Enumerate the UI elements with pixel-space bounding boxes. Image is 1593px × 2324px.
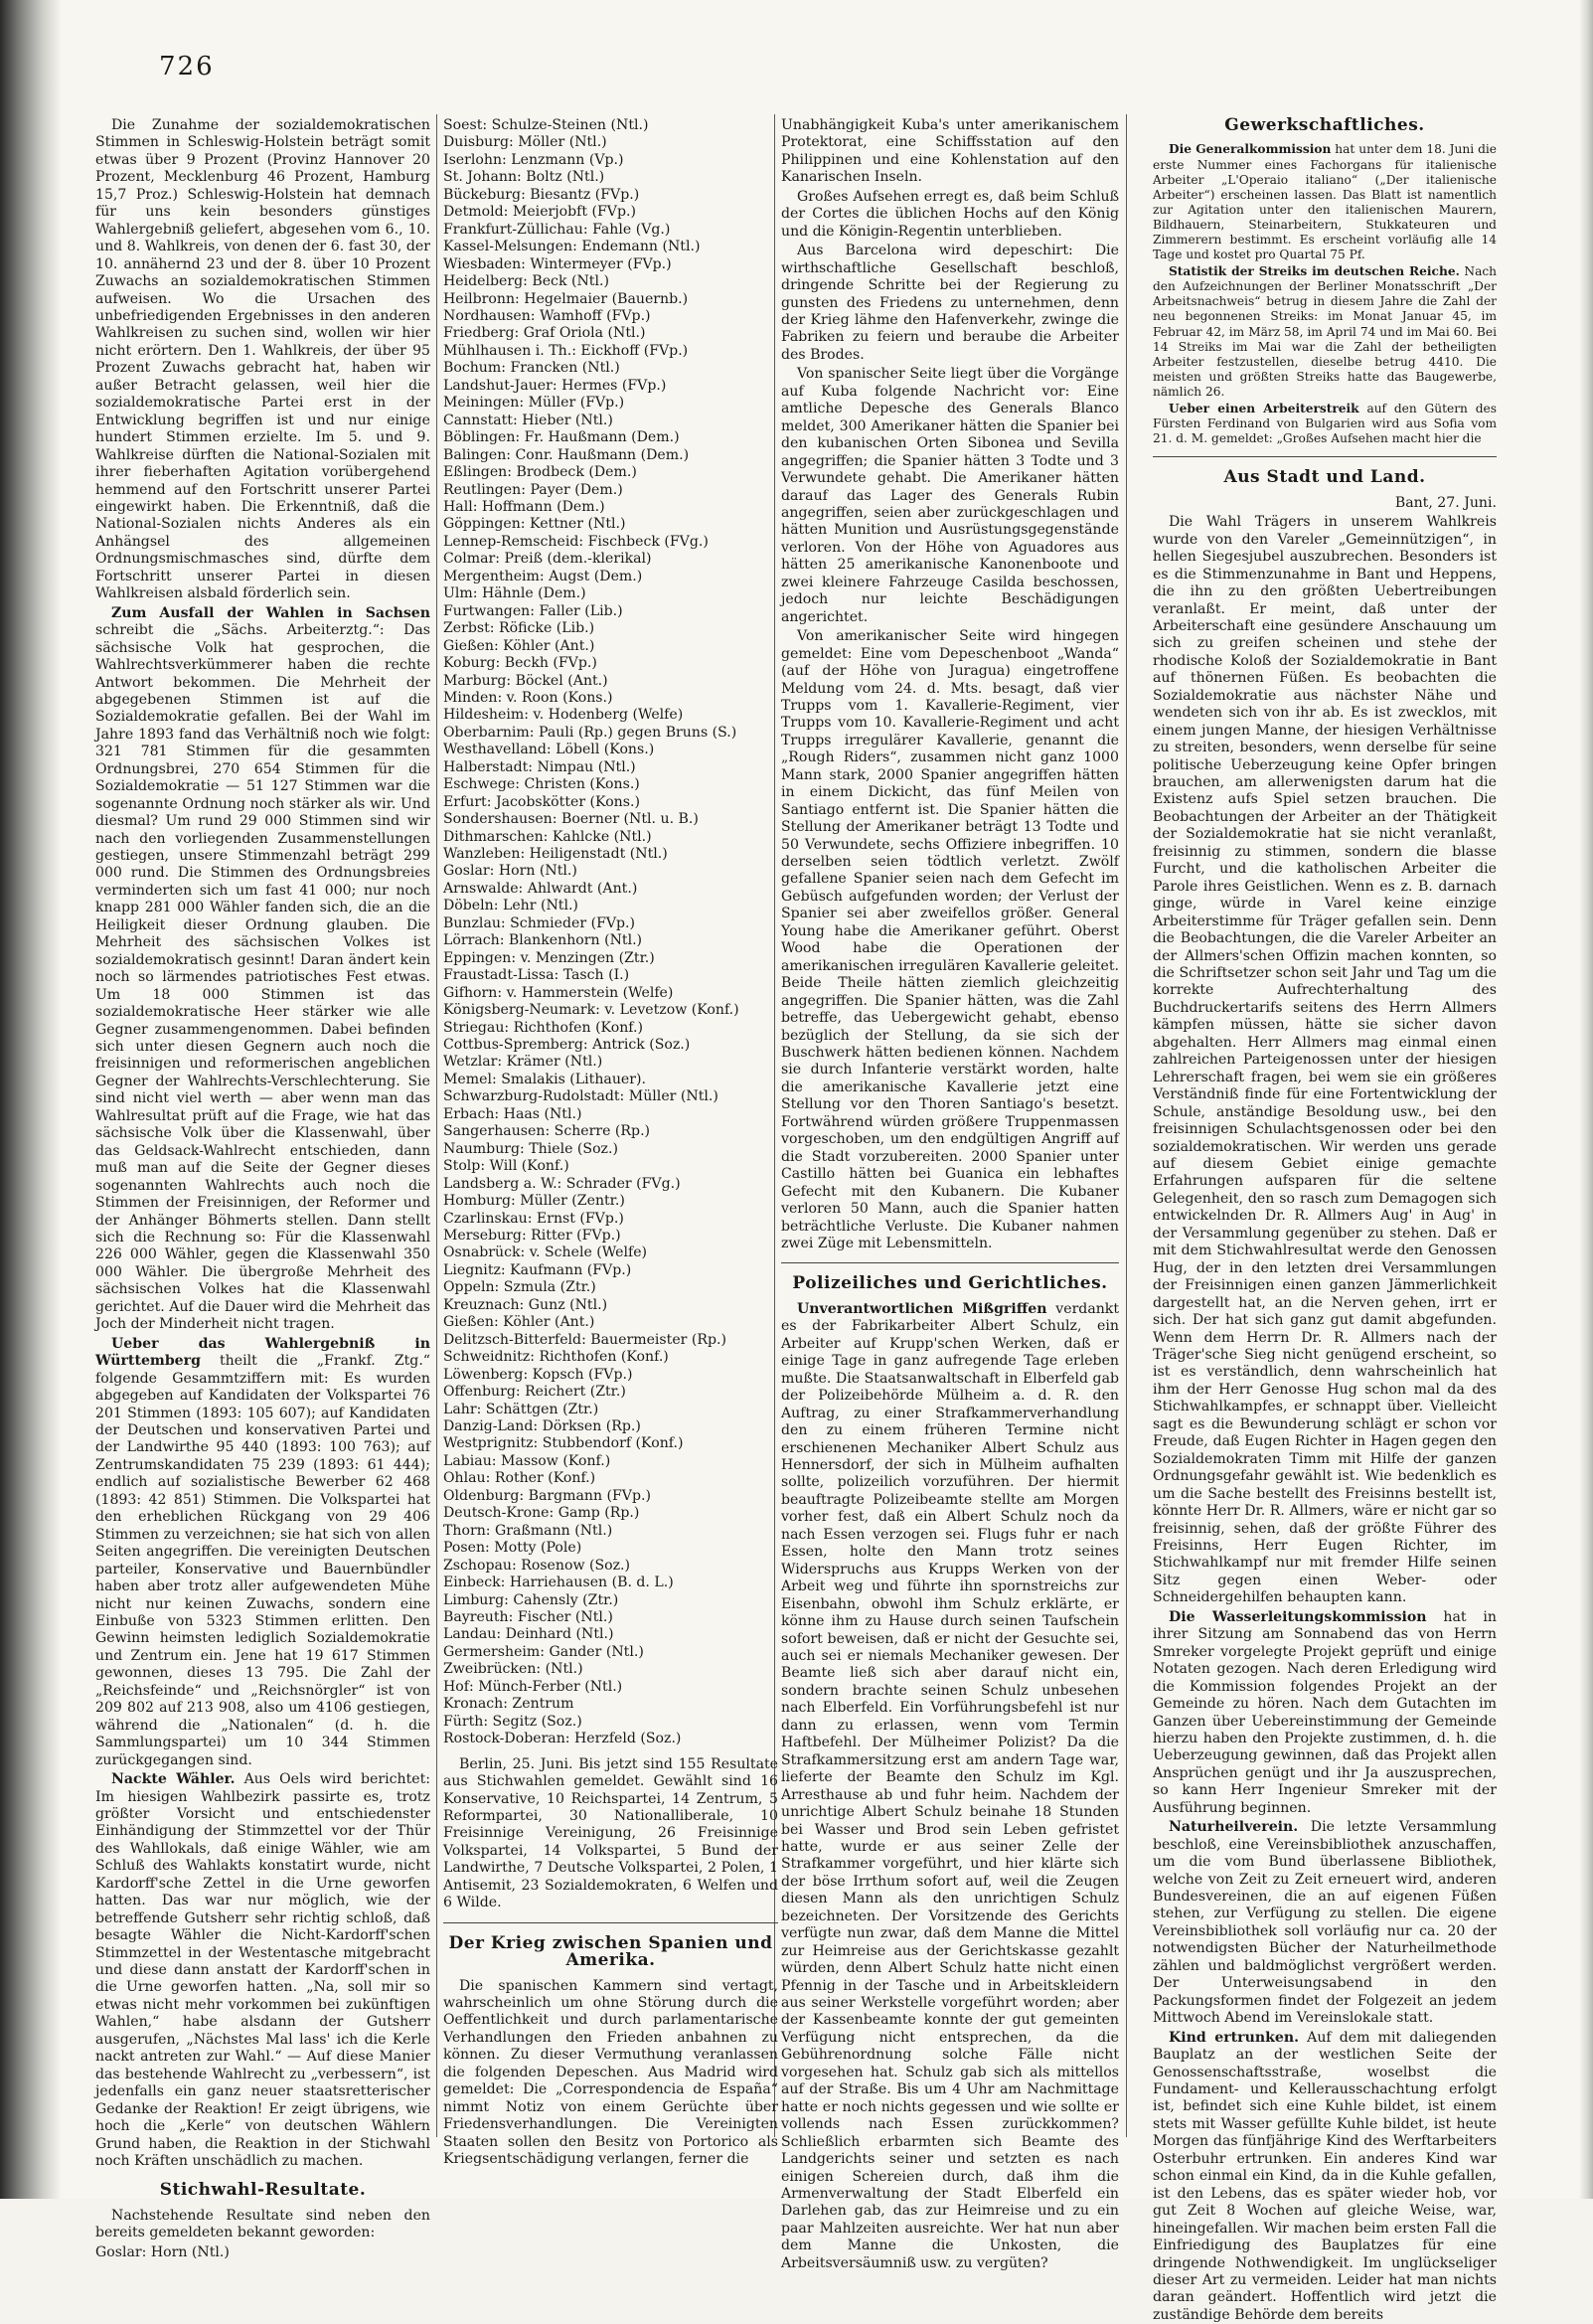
stichwahl-result-item: Balingen: Conr. Haußmann (Dem.) bbox=[443, 446, 690, 463]
article-sachsen-title: Zum Ausfall der Wahlen in Sachsen bbox=[111, 604, 430, 621]
column-rule-1 bbox=[436, 114, 437, 2137]
stichwahl-result-item: Gifhorn: v. Hammerstein (Welfe) bbox=[443, 984, 674, 1001]
stichwahl-result-item: Erfurt: Jacobskötter (Kons.) bbox=[443, 793, 640, 810]
column-2 bbox=[443, 117, 778, 2168]
article-wahl-traeger: Die Wahl Trägers in unserem Wahlkreis wurde von den Vareler „Gemeinnützigen“, in hellen Siegesjubel auszubrechen. Besonders ist es die Stimmenzunahme in Bant und Heppens, die ihn zu den größten Uebertreibungen veranlaßt. Er meint, daß unter der Arbeiterschaft eine gesündere Anschauung um sich zu greifen scheinen und stehe der rhodische Koloß der Sozialdemokratie in Bant auf thönernen Füßen. Es beobachten die Sozialdemokratie aus nächster Nähe und wendeten sich von ihr ab. Es ist zwecklos, mit einem jungen Manne, der hiesigen Verhältnisse zu streiten, besonders, wenn derselbe für seine politische Ueberzeugung keine Opfer bringen brauchen, am allerwenigsten darum hat die Existenz aufs Spiel setzen brauchen. Die Beobachtungen der Arbeiter an der Thätigkeit der Sozialdemokratie hat sie nicht veranlaßt, freisinnig zu stimmen, sondern die blasse Furcht, und die katholischen Arbeiter die Parole ihres Geistlichen. Wenn es z. B. darnach ginge, würde in Varel keine einzige Arbeiterstimme für Träger gefallen sein. Denn die Beobachtungen, die die Vareler Arbeiter an der Allmers'schen Offizin machen konnten, so die Schriftsetzer schon seit Jahr und Tag um die korrekte Aufrechterhaltung des Buchdruckertarifs seitens des Herrn Allmers kämpfen müssen, hätte sie sicher davon abgehalten. Herr Allmers mag einmal einen zahlreichen Parteigenossen unter der hiesigen Lehrerschaft fragen, bei wem sie ein größeres Verständniß finde für eine Fortentwicklung der Schule, anständige Besoldung usw., bei den freisinnigen Schulachtsgenossen oder bei den sozialdemokratischen. Wir werden uns gerade auf diesem Gebiet einige gemachte Erfahrungen aufsparen für die seltene Gelegenheit, den so rasch zum Demagogen sich entwickelnden Dr. R. Allmers Aug' in Aug' in der Versammlung gegenüber zu stehen. Daß er mit dem Stichwahlresultat werde den Genossen Hug, der in den letzten drei Versammlungen der Freisinnigen einen ganzen Jämmerlichkeit dargestellt hat, an die Nerven gehen, irrt er sich. Der hat sich ganz gut damit abgefunden. Wenn dem Herrn Dr. R. Allmers nach der Träger'sche Sieg nicht genügend erscheint, so ist es verständlich, denn wahrscheinlich hat ihm der Herr Genosse Hug schon mal da des Stichwahlkampfes, er schnappt über. Vielleicht sagt es die Bewunderung schlägt er schon vor Freude, daß Eugen Richter in Hagen gegen den Sozialdemokraten Timm mit Hilfe der ganzen Ordnungsgefahr gewählt ist. Wie bedenklich es um die Sache bestellt des Freisinns bestellt ist, könnte Herr Dr. R. Allmers, wäre er nicht gar so freisinnig, sehen, daß der größte Führer des Freisinns, Herr Eugen Richter, im Stichwahlkampf nur mit fremder Hilfe seinen Sitz gegen einen Weber- oder Schneidergehilfen behaupten kann. bbox=[1153, 514, 1497, 1606]
article-berlin: Berlin, 25. Juni. Bis jetzt sind 155 Resultate aus Stichwahlen gemeldet. Gewählt sind 16 Konservative, 10 Reichspartei, 14 Zentrum, 5 Reformpartei, 30 Nationalliberale, 10 Freisinnige Vereinigung, 26 Freisinnige Volkspartei, 14 Volkspartei, 5 Bund der Landwirthe, 7 Deutsche Volkspartei, 2 Polen, 1 Antisemit, 23 Sozialdemokraten, 6 Welfen und 6 Wilde. bbox=[443, 1755, 778, 1911]
stichwahl-result-item: Lennep-Remscheid: Fischbeck (FVg.) bbox=[443, 533, 709, 550]
stichwahl-result-item: Ulm: Hähnle (Dem.) bbox=[443, 585, 586, 602]
stichwahl-result-item: Cannstatt: Hieber (Ntl.) bbox=[443, 412, 613, 428]
stichwahl-result-item: Westhavelland: Löbell (Kons.) bbox=[443, 742, 655, 758]
stichwahl-result-item: Wetzlar: Krämer (Ntl.) bbox=[443, 1054, 603, 1071]
stichwahl-result-item: Homburg: Müller (Zentr.) bbox=[443, 1193, 625, 1210]
section-heading-krieg: Der Krieg zwischen Spanien und Amerika. bbox=[448, 1932, 773, 1971]
article-streikstatistik bbox=[1153, 264, 1497, 400]
stichwahl-result-item: Posen: Motty (Pole) bbox=[443, 1540, 582, 1557]
section-heading-gewerkschaft: Gewerkschaftliches. bbox=[1224, 115, 1425, 135]
stichwahl-result-item: Duisburg: Möller (Ntl.) bbox=[443, 134, 607, 151]
article-generalkommission bbox=[1153, 142, 1497, 262]
stichwahl-result-item: Westprignitz: Stubbendorf (Konf.) bbox=[443, 1435, 684, 1452]
stichwahl-result-item: Koburg: Beckh (FVp.) bbox=[443, 655, 597, 672]
stichwahl-result-item: Stolp: Will (Konf.) bbox=[443, 1158, 569, 1175]
stichwahl-result-item: Landsberg a. W.: Schrader (FVg.) bbox=[443, 1175, 681, 1192]
stichwahl-result-item: Marburg: Böckel (Ant.) bbox=[443, 672, 608, 689]
stichwahl-result-item: Labiau: Massow (Konf.) bbox=[443, 1452, 611, 1469]
stichwahl-result-item: Furtwangen: Faller (Lib.) bbox=[443, 602, 623, 619]
article-generalkommission-text: hat unter dem 18. Juni die erste Nummer eines Fachorgans für italienische Arbeiter „L'Operaio italiano“ („Der italienische Arbeiter“) erscheinen lassen. Das Blatt ist namentlich zur Agitation unter den italienischen Maurern, Bildhauern, Steinarbeitern, Stukkateuren und Zimmerern bestimmt. Es erscheint vorläufig alle 14 Tage und kostet pro Quartal 75 Pf. bbox=[1153, 142, 1497, 262]
stichwahl-result-item: Bochum: Francken (Ntl.) bbox=[443, 360, 620, 377]
column-rule-3 bbox=[1126, 114, 1127, 2137]
article-naturheilverein-title: Naturheilverein. bbox=[1169, 1819, 1299, 1836]
stichwahl-intro: Nachstehende Resultate sind neben den bereits gemeldeten bekannt geworden: bbox=[95, 2207, 430, 2241]
stichwahl-result-item: Zerbst: Röficke (Lib.) bbox=[443, 620, 595, 637]
stichwahl-result-item: Halberstadt: Nimpau (Ntl.) bbox=[443, 758, 636, 775]
stichwahl-result-item: Heilbronn: Hegelmaier (Bauernb.) bbox=[443, 290, 689, 307]
article-schulz bbox=[781, 1301, 1119, 2272]
section-heading-stadt-land: Aus Stadt und Land. bbox=[1223, 467, 1426, 488]
stichwahl-results-list bbox=[443, 117, 778, 1748]
stichwahl-result-item: Colmar: Preiß (dem.-klerikal) bbox=[443, 551, 652, 568]
stichwahl-result-item: Detmold: Meierjobft (FVp.) bbox=[443, 204, 636, 221]
stichwahl-result-item: Fürth: Segitz (Soz.) bbox=[443, 1713, 582, 1730]
article-naturheilverein bbox=[1153, 1819, 1497, 2027]
stichwahl-result-item: Wiesbaden: Wintermeyer (FVp.) bbox=[443, 255, 672, 272]
article-bulgarien-text: auf den Gütern des Fürsten Ferdinand von Bulgarien wird aus Sofia vom 21. d. M. gemeldet: „Großes Aufsehen macht hier die bbox=[1153, 402, 1497, 446]
stichwahl-result-item: Zweibrücken: (Ntl.) bbox=[443, 1661, 583, 1678]
article-amerika: Von amerikanischer Seite wird hingegen gemeldet: Eine vom Depeschenboot „Wanda“ (auf der Höhe von Juragua) eingetroffene Meldung vom 24. d. Mts. besagt, daß vier Trupps vom 1. Kavallerie-Regiment, vier Trupps vom 10. Kavallerie-Regiment und acht Trupps irregulärer Kavallerie, genannt die „Rough Riders“, zusammen nicht ganz 1000 Mann stark, 2000 Spanier angegriffen hätten in einem Dickicht, das fünf Meilen von Santiago entfernt ist. Die Spanier hätten die Stellung der Amerikaner beträgt 13 Todte und 50 Verwundete, sechs Offiziere inbegriffen. 10 derselben seien tödtlich verletzt. Zwölf gefallene Spanier seien nach dem Gefecht im Gebüsch aufgefunden worden; der Verlust der Spanier sei aber zweifellos größer. General Young habe die Amerikaner geführt. Oberst Wood habe die Operationen der amerikanischen irregulären Kavallerie geleitet. Beide Theile hätten ziemlich gleichzeitig angegriffen. Die Spanier hätten, was die Zahl betreffe, das Uebergewicht gehabt, ebenso bezüglich der Stellung, da sie sich der Buschwerk hätten bedienen können. Nachdem sie durch Infanterie verstärkt worden, halte die amerikanische Kavallerie jetzt eine Stellung vor den Thoren Santiago's besetzt. Fortwährend würden größere Truppenmassen vorgeschoben, um den endgültigen Angriff auf die Stadt vorzubereiten. 2000 Spanier unter Castillo hätten bei Guanica ein lebhaftes Gefecht mit den Kubanern. Die Kubaner verloren 50 Mann, auch die Spanier hatten beträchtliche Verluste. Die Kubaner nahmen zwei Züge mit Lebensmitteln. bbox=[781, 628, 1119, 1251]
article-wasserleitung bbox=[1153, 1609, 1497, 1817]
article-kind-ertrunken-text: Auf dem mit daliegenden Bauplatz an der westlichen Seite der Genossenschaftsstraße, woselbst die Fundament- und Kellerausschachtung erfolgt ist, befindet sich eine Kuhle bildet, ist einem stets mit Wasser gefüllte Kuhle bildet, ist heute Morgen das fünfjährige Kind des Werftarbeiters Osterbuhr ertrunken. Ein anderes Kind war schon einmal ein Kind, da in die Kuhle gefallen, ist den Lebens, das es später wieder hob, vor gut Zeit 8 Wochen auf gleiche Weise, war, hineingefallen. Wir machen beim ersten Fall die Einfriedigung des Bauplatzes für eine dringende Nothwendigkeit. Im unglückseliger dieser Art zu vermeiden. Leider hat man nichts daran geändert. Hoffentlich wird jetzt die zuständige Behörde dem bereits bbox=[1153, 2029, 1497, 2323]
article-generalkommission-title: Die Generalkommission bbox=[1169, 142, 1332, 157]
stichwahl-result-item: Danzig-Land: Dörksen (Rp.) bbox=[443, 1417, 641, 1434]
stichwahl-result-item: Döbeln: Lehr (Ntl.) bbox=[443, 898, 578, 914]
stichwahl-result-item: Landshut-Jauer: Hermes (FVp.) bbox=[443, 377, 667, 394]
stichwahl-result-item: Rostock-Doberan: Herzfeld (Soz.) bbox=[443, 1731, 682, 1747]
stichwahl-result-item: Ohlau: Rother (Konf.) bbox=[443, 1470, 596, 1487]
stichwahl-result-item: Osnabrück: v. Schele (Welfe) bbox=[443, 1245, 648, 1261]
article-schleswig: Die Zunahme der sozialdemokratischen Stimmen in Schleswig-Holstein beträgt somit etwas über 9 Prozent (Provinz Hannover 20 Prozent, Mecklenburg 46 Prozent, Hamburg 15,7 Proz.) Schleswig-Holstein hat demnach für uns kein besonders günstiges Wahlergebniß geliefert, abgesehen vom 6., 10. und 8. Wahlkreis, von denen der 6. fast 30, der 10. annähernd 23 und der 8. über 10 Prozent Zuwachs an sozialdemokratischen Stimmen aufweisen. Wo die Ursachen des unbefriedigenden Ergebnisses in den anderen Wahlkreisen zu suchen sind, wollen wir hier nicht erörtern. Den 1. Wahlkreis, der über 95 Prozent Zuwachs gebracht hat, haben wir außer Betracht gelassen, weil hier die sozialdemokratische Partei erst in der Entwicklung begriffen ist und nur einige hundert Stimmen erzielte. Im 5. und 9. Wahlkreise dürften die National-Sozialen mit ihrer fieberhaften Agitation vorübergehend hemmend auf den Fortschritt unserer Partei eingewirkt haben. Die Erkenntniß, daß die National-Sozialen nichts Anderes als ein Anhängsel des allgemeinen Ordnungsmischmasches sind, dürfte dem Fortschritt unserer Partei in diesen Wahlkreisen alsbald förderlich sein. bbox=[95, 117, 430, 602]
stichwahl-result-item: Arnswalde: Ahlwardt (Ant.) bbox=[443, 880, 638, 897]
stichwahl-result-item: Minden: v. Roon (Kons.) bbox=[443, 689, 613, 706]
stichwahl-result-item: Wanzleben: Heiligenstadt (Ntl.) bbox=[443, 846, 668, 863]
article-nackte-waehler-text: Aus Oels wird berichtet: Im hiesigen Wahlbezirk passirte es, trotz größter Vorsicht und entschiedenster Einhändigung der Stimmzettel vor der Thür des Wahllokals, daß einige Wähler, wie am Schluß des Wahlakts konstatirt wurde, nicht Kardorff'sche Zettel in die Urne geworfen hatten. Das war nur möglich, wie der betreffende Gutsherr sehr richtig schloß, daß besagte Wähler die Nicht-Kardorff'schen Stimmzettel in der Westentasche mitgebracht und diese dann anstatt der Kardorff'schen in die Urne geworfen hatten. „Na, soll mir so etwas nicht mehr vorkommen bei zukünftigen Wahlen,“ habe alsdann der Gutsherr ausgerufen, „Nächstes Mal lass' ich die Kerle nackt antreten zur Wahl.“ — Auf diese Manier das bestehende Wahlrecht zu „verbessern“, ist jedenfalls ein ganz neuer staatsretterischer Gedanke der Reaktion! Er zeigt übrigens, wie hoch die „Kerle“ von deutschen Wählern Grund haben, die Reaktion in der Stichwahl noch Kräften unschädlich zu machen. bbox=[95, 1771, 430, 2170]
article-streikstatistik-text: Nach den Aufzeichnungen der Berliner Monatsschrift „Der Arbeitsnachweis“ betrug in diesem Jahre die Zahl der neu begonnenen Streiks: im Monat Januar 45, im Februar 42, im März 58, im April 74 und im Mai 60. Bei 14 Streiks im Mai war die Zahl der betheiligten Arbeiter festzustellen, dieselbe betrug 4410. Die meisten und größten Streiks hatte das Baugewerbe, nämlich 26. bbox=[1153, 264, 1498, 399]
article-naturheilverein-text: Die letzte Versammlung beschloß, eine Vereinsbibliothek anzuschaffen, um die vom Bund überlassene Bibliothek, welche von Zeit zu Zeit erneuert wird, anderen Bundesvereinen, die an auf eigenen Füßen stehen, zur Verfügung zu stellen. Die eigene Vereinsbibliothek soll vorläufig nur ca. 20 der notwendigsten Bücher der Naturheilmethode zählen und baldmöglichst vergrößert werden. Der Unterweisungsabend in den Packungsformen findet der Folgezeit an jedem Mittwoch Abend im Vereinslokale statt. bbox=[1153, 1819, 1498, 2027]
article-krieg: Die spanischen Kammern sind vertagt, wahrscheinlich um ohne Störung durch die Oeffentlichkeit und durch parlamentarische Verhandlungen den Frieden anbahnen zu können. Zu dieser Vermuthung veranlassen die folgenden Depeschen. Aus Madrid wird gemeldet: Die „Correspondencia de España“ nimmt Notiz von einem Gerüchte über Friedensverhandlungen. Die Vereinigten Staaten sollen den Besitz von Portorico als Kriegsentschädigung verlangen, ferner die bbox=[443, 1977, 778, 2168]
article-kuba: Von spanischer Seite liegt über die Vorgänge auf Kuba folgende Nachricht vor: Eine amtliche Depesche des Generals Blanco meldet, 300 Amerikaner hätten die Spanier bei den kubanischen Orten Sibonea und Sevilla angegriffen; die Spanier hätten 3 Todte und 3 Verwundete gehabt. Die Amerikaner hätten darauf das Lager des Generals Rubin angegriffen, seien aber zurückgeschlagen und hätten Munition und Ausrüstungsgegenstände verloren. Von der Höhe von Aguadores aus hätten 25 amerikanische Kanonenboote und zwei kleinere Fahrzeuge Casilda beschossen, jedoch nur leichte Beschädigungen angerichtet. bbox=[781, 366, 1119, 625]
article-nackte-waehler-title: Nackte Wähler. bbox=[111, 1771, 236, 1788]
stichwahl-result-item: Lörrach: Blankenhorn (Ntl.) bbox=[443, 932, 643, 949]
stichwahl-result-item: Einbeck: Harriehausen (B. d. L.) bbox=[443, 1575, 674, 1591]
stichwahl-result-item: Offenburg: Reichert (Ztr.) bbox=[443, 1384, 626, 1401]
stichwahl-result-item: Frankfurt-Züllichau: Fahle (Vg.) bbox=[443, 221, 671, 238]
stichwahl-result-item: Hall: Hoffmann (Dem.) bbox=[443, 498, 605, 515]
stichwahl-result-item: Sangerhausen: Scherre (Rp.) bbox=[443, 1123, 651, 1140]
stichwahl-result-item: Gießen: Köhler (Ant.) bbox=[443, 1314, 595, 1331]
stichwahl-result-item: Oppeln: Szmula (Ztr.) bbox=[443, 1279, 596, 1296]
stichwahl-result-item: Mühlhausen i. Th.: Eickhoff (FVp.) bbox=[443, 342, 689, 359]
scan-shadow-left bbox=[0, 0, 62, 2199]
stichwahl-result-item: Bückeburg: Biesantz (FVp.) bbox=[443, 186, 640, 203]
stichwahl-result-item: Heidelberg: Beck (Ntl.) bbox=[443, 273, 609, 290]
stichwahl-result-item: Goslar: Horn (Ntl.) bbox=[443, 863, 577, 880]
article-kind-ertrunken bbox=[1153, 2030, 1497, 2324]
stichwahl-result-item: Kassel-Melsungen: Endemann (Ntl.) bbox=[443, 239, 701, 255]
stichwahl-result-item: Cottbus-Spremberg: Antrick (Soz.) bbox=[443, 1037, 691, 1054]
stichwahl-result-item: Hildesheim: v. Hodenberg (Welfe) bbox=[443, 707, 684, 724]
stichwahl-result-item: Meiningen: Müller (FVp.) bbox=[443, 395, 625, 412]
article-streikstatistik-title: Statistik der Streiks im deutschen Reiche. bbox=[1169, 264, 1460, 279]
separator bbox=[1153, 456, 1497, 457]
separator bbox=[781, 1262, 1119, 1263]
stichwahl-result-item: Eschwege: Christen (Kons.) bbox=[443, 776, 640, 793]
stichwahl-result-item: Fraustadt-Lissa: Tasch (I.) bbox=[443, 967, 630, 984]
stichwahl-result-item: Eßlingen: Brodbeck (Dem.) bbox=[443, 464, 637, 481]
article-bulgarien bbox=[1153, 402, 1497, 446]
stichwahl-result-item: Thorn: Graßmann (Ntl.) bbox=[443, 1522, 613, 1539]
stichwahl-result-item: Sondershausen: Boerner (Ntl. u. B.) bbox=[443, 811, 699, 828]
article-barcelona: Aus Barcelona wird depeschirt: Die wirthschaftliche Gesellschaft beschloß, dringende Schritte bei der Regierung zu gunsten des Friedens zu unternehmen, denn der Krieg lähme den Hafenverkehr, zwinge die Fabriken zu feiern und beraube die Arbeiter des Brodes. bbox=[781, 243, 1119, 363]
stichwahl-result-item: Germersheim: Gander (Ntl.) bbox=[443, 1643, 644, 1660]
stichwahl-result-item: Striegau: Richthofen (Konf.) bbox=[443, 1019, 643, 1036]
stichwahl-result-item: Mergentheim: Augst (Dem.) bbox=[443, 568, 643, 584]
article-sachsen bbox=[95, 605, 430, 1334]
stichwahl-result-item: Deutsch-Krone: Gamp (Rp.) bbox=[443, 1505, 640, 1522]
article-wasserleitung-text: hat in ihrer Sitzung am Sonnabend das von Herrn Smreker vorgelegte Projekt geprüft und einige Notaten gezogen. Nach deren Erledigung wird die Kommission folgendes Projekt an der Gemeinde zu hören. Nach dem Gutachten im Ganzen über Uebereinstimmung der Gemeinde hierzu haben den Projekte zustimmen, d. h. die Ueberzeugung gewinnen, daß das Projekt allen Ansprüchen genügt und ihr Ja auszusprechen, so kann Herr Ingenieur Smreker mit der Ausführung beginnen. bbox=[1153, 1608, 1497, 1816]
section-heading-stichwahl: Stichwahl-Resultate. bbox=[159, 2180, 367, 2201]
stichwahl-result-item: Delitzsch-Bitterfeld: Bauermeister (Rp.) bbox=[443, 1331, 726, 1348]
stichwahl-result-item: Löwenberg: Kopsch (FVp.) bbox=[443, 1366, 633, 1383]
article-wuerttemberg bbox=[95, 1336, 430, 1769]
stichwahl-result-item: Landau: Deinhard (Ntl.) bbox=[443, 1626, 614, 1643]
article-schulz-text: verdankt es der Fabrikarbeiter Albert Schulz, ein Arbeiter auf Krupp'schen Werken, daß er einige Tage in ganz aufregende Tage erleben mußte. Die Staatsanwaltschaft in Elberfeld gab der Polizeibehörde Mülheim a. d. R. den Auftrag, zu einer Strafkammerverhandlung den zu einem früheren Termine nicht erschienenen Mechaniker Albert Schulz aus Hennersdorf, der sich in Mülheim aufhalten sollte, polizeilich vorzuführen. Der hiermit beauftragte Polizeibeamte stellte am Morgen vorher fest, daß ein Albert Schulz noch da nach Essen verzogen sei. Flugs fuhr er nach Essen, holte den Mann trotz seines Widerspruchs aus Krupps Werken von der Arbeit weg und führte ihn spornstreichs zur Eisenbahn, obwohl ihm Schulz erklärte, er könne ihm zu Hause durch seinen Taufschein sofort beweisen, daß er nicht der Gesuchte sei, auch sei er niemals Mechaniker gewesen. Der Beamte ließ sich aber darauf nicht ein, sondern brachte seinen Schulz unbesehen nach Elberfeld. Ein Vorführungsbefehl ist nur dann zu erlassen, wenn vom Termin Haftbefehl. Der Mülheimer Polizist? Da die Strafkammersitzung erst am andern Tage war, lieferte der Beamte den Schulz im Kgl. Arresthause ab und fuhr heim. Nachdem der unrichtige Albert Schulz beinahe 18 Stunden bei Wasser und Brod sein Leben gefristet hatte, wurde er aus seiner Zelle der Strafkammer vorgeführt, und hier klärte sich der böse Irrthum sofort auf, weil die Zeugen diesen Mann als den unrichtigen Schulz bezeichneten. Der Vorsitzende des Gerichts verfügte nun zwar, daß dem Manne die Mittel zur Heimreise aus der Gerichtskasse gezahlt würden, denn Albert Schulz hatte nicht einen Pfennig in der Tasche und in Arbeitskleidern aus seiner Werkstelle vorgeführt worden; aber der Kassenbeamte konnte der gut gemeinten Verfügung nicht entsprechen, da die Gebührenordnung solche Fälle nicht vorgesehen hat. Schulz gab sich als mittellos auf der Straße. Bis um 4 Uhr am Nachmittage hatte er noch nichts gegessen und wie sollte er vollends nach Essen zurückkommen? Schließlich erbarmten sich Beamte des Landgerichts seiner und setzten es nach einigen Schereien durch, daß ihm die Armenverwaltung der Stadt Elberfeld ein Darlehen gab, das zur Heimreise und zu ein paar Mahlzeiten ausreichte. Wer hat nun aber dem Manne die Unkosten, die Arbeitsversäumniß usw. zu vergüten? bbox=[781, 1300, 1120, 2271]
article-wuerttemberg-text: theilt die „Frankf. Ztg.“ folgende Gesammtziffern mit: Es wurden abgegeben auf Kandidaten der Volkspartei 76 201 Stimmen (1893: 105 607); auf Kandidaten der Deutschen und konservativen Partei und der Landwirthe 95 440 (1893: 100 763); auf Zentrumskandidaten 75 239 (1893: 61 444); endlich auf sozialistische Bewerber 62 468 (1893: 42 851) Stimmen. Die Volkspartei hat den erheblichen Rückgang von 29 406 Stimmen zu verzeichnen; sie hat sich von allen Seiten angegriffen. Die vereinigten Deutschen parteiler, Konservative und Bauernbündler haben aber trotz aller aufgewendeten Mühe nicht nur keinen Zuwachs, sondern eine Einbuße von 5323 Stimmen erlitten. Den Gewinn heimsten lediglich Sozialdemokratie und Zentrum ein. Jene hat 19 617 Stimmen gewonnen, dieses 13 795. Die Zahl der „Reichsfeinde“ und „Reichsnörgler“ ist von 209 802 auf 213 908, also um 4106 gestiegen, während die „Nationalen“ (d. h. die Sammlungspartei) um 10 344 Stimmen zurückgegangen sind. bbox=[95, 1353, 430, 1768]
section-heading-polizei: Polizeiliches und Gerichtliches. bbox=[792, 1273, 1108, 1294]
article-cortes: Großes Aufsehen erregt es, daß beim Schluß der Cortes die üblichen Hochs auf den König und die Königin-Regentin unterblieben. bbox=[781, 188, 1119, 240]
column-3 bbox=[781, 117, 1120, 2271]
stichwahl-result-item: Kreuznach: Gunz (Ntl.) bbox=[443, 1296, 608, 1313]
stichwahl-result-item: Königsberg-Neumark: v. Levetzow (Konf.) bbox=[443, 1002, 739, 1019]
scan-shadow-right bbox=[1579, 0, 1593, 2199]
stichwahl-result-item: Naumburg: Thiele (Soz.) bbox=[443, 1140, 618, 1157]
stichwahl-result-item: Erbach: Haas (Ntl.) bbox=[443, 1105, 582, 1122]
stichwahl-result-item: Hof: Münch-Ferber (Ntl.) bbox=[443, 1678, 623, 1695]
stichwahl-result-item: Bayreuth: Fischer (Ntl.) bbox=[443, 1608, 613, 1625]
article-kind-ertrunken-title: Kind ertrunken. bbox=[1169, 2029, 1299, 2046]
page-number: 726 bbox=[159, 52, 215, 82]
stichwahl-result-item: Friedberg: Graf Oriola (Ntl.) bbox=[443, 325, 646, 342]
column-4 bbox=[1153, 115, 1498, 2323]
stichwahl-result-item: Bunzlau: Schmieder (FVp.) bbox=[443, 914, 636, 931]
stichwahl-result-item: Oberbarnim: Pauli (Rp.) gegen Bruns (S.) bbox=[443, 724, 737, 741]
article-krieg-cont: Unabhängigkeit Kuba's unter amerikanischem Protektorat, eine Schiffsstation auf den Philippinen und eine Kohlenstation auf den Kanarischen Inseln. bbox=[781, 117, 1119, 186]
article-wuerttemberg-title: Ueber das Wahlergebniß in Württemberg bbox=[95, 1335, 430, 1370]
dateline-bant: Bant, 27. Juni. bbox=[1394, 494, 1497, 511]
stichwahl-result-item: Memel: Smalakis (Lithauer). bbox=[443, 1071, 646, 1087]
column-1 bbox=[95, 117, 430, 2260]
stichwahl-result-item: Böblingen: Fr. Haußmann (Dem.) bbox=[443, 429, 680, 446]
stichwahl-result-item: Liegnitz: Kaufmann (FVp.) bbox=[443, 1261, 632, 1278]
separator bbox=[443, 1922, 778, 1923]
stichwahl-result-item: Göppingen: Kettner (Ntl.) bbox=[443, 516, 626, 533]
stichwahl-result-item: Eppingen: v. Menzingen (Ztr.) bbox=[443, 949, 655, 966]
article-bulgarien-title: Ueber einen Arbeiterstreik bbox=[1169, 402, 1359, 416]
stichwahl-result-item: Lahr: Schättgen (Ztr.) bbox=[443, 1401, 599, 1417]
stichwahl-result-item: Iserlohn: Lenzmann (Vp.) bbox=[443, 151, 624, 168]
stichwahl-result-item: Nordhausen: Wamhoff (FVp.) bbox=[443, 307, 651, 324]
stichwahl-result-item: St. Johann: Boltz (Ntl.) bbox=[443, 169, 605, 186]
article-wasserleitung-title: Die Wasserleitungskommission bbox=[1169, 1608, 1427, 1625]
article-schulz-title: Unverantwortlichen Mißgriffen bbox=[797, 1300, 1047, 1317]
stichwahl-result-item: Soest: Schulze-Steinen (Ntl.) bbox=[443, 117, 649, 133]
stichwahl-result-item: Schweidnitz: Richthofen (Konf.) bbox=[443, 1349, 669, 1366]
stichwahl-result-item: Zschopau: Rosenow (Soz.) bbox=[443, 1557, 631, 1574]
stichwahl-result-item: Gießen: Köhler (Ant.) bbox=[443, 637, 595, 654]
article-sachsen-text: schreibt die „Sächs. Arbeiterztg.“: Das sächsische Volk hat gesprochen, die Wahlrechtsverkümmerer haben die rechte Antwort bekommen. Die Mehrheit der abgegebenen Stimmen ist auf die Sozialdemokratie gefallen. Bei der Wahl im Jahre 1893 fand das Verhältniß noch wie folgt: 321 781 Stimmen für die gesammten Ordnungsbrei, 270 654 Stimmen für die Sozialdemokratie — 51 127 Stimmen war die sogenannte Ordnung noch stärker als wir. Und diesmal? Um rund 29 000 Stimmen sind wir nach den vorliegenden Zusammenstellungen gestiegen, unsere Stimmenzahl beträgt 299 000 rund. Die Stimmen des Ordnungsbreies verminderten sich um fast 41 000; nur noch knapp 281 000 Wähler fanden sich, die an die Heiligkeit dieser Ordnung glauben. Die Mehrheit des sächsischen Volkes ist sozialdemokratisch gesinnt! Daran ändert kein noch so lärmendes patriotisches Fest etwas. Um 18 000 Stimmen ist das sozialdemokratische Heer stärker wie alle Gegner zusammengenommen. Dabei befinden sich unter diesen Gegnern auch noch die freisinnigen und reformerischen angeblichen Gegner der Wahlrechts-Verschlechterung. Sie sind nicht viel werth — aber wenn man das Wahlresultat prüft auf die Frage, wie hat das sächsische Volk über die Klassenwahl, über das Geldsack-Wahlrecht entschieden, dann muß man auf die Seite der Gegner dieses sogenannten Wahlrechts auch noch die Stimmen der Freisinnigen, der Reformer und der Anhänger Böhmerts stellen. Dann stellt sich die Rechnung so: Für die Klassenwahl 226 000 Wähler, gegen die Klassenwahl 350 000 Wähler. Die übergroße Mehrheit des sächsischen Volkes hat die Klassenwahl gerichtet. Auf die Dauer wird die Mehrheit das Joch der Minderheit nicht tragen. bbox=[95, 622, 430, 1333]
stichwahl-result-item: Limburg: Cahensly (Ztr.) bbox=[443, 1591, 619, 1608]
stichwahl-result-item: Schwarzburg-Rudolstadt: Müller (Ntl.) bbox=[443, 1088, 718, 1105]
stichwahl-result-item: Reutlingen: Payer (Dem.) bbox=[443, 481, 623, 498]
stichwahl-result-item: Kronach: Zentrum bbox=[443, 1696, 574, 1713]
stichwahl-result-item: Oldenburg: Bargmann (FVp.) bbox=[443, 1487, 651, 1504]
stichwahl-result-item: Czarlinskau: Ernst (FVp.) bbox=[443, 1210, 624, 1227]
stichwahl-result-item: Merseburg: Ritter (FVp.) bbox=[443, 1228, 621, 1244]
article-nackte-waehler bbox=[95, 1771, 430, 2170]
stichwahl-result-item: Dithmarschen: Kahlcke (Ntl.) bbox=[443, 828, 652, 845]
stichwahl-first-result: Goslar: Horn (Ntl.) bbox=[95, 2243, 230, 2260]
